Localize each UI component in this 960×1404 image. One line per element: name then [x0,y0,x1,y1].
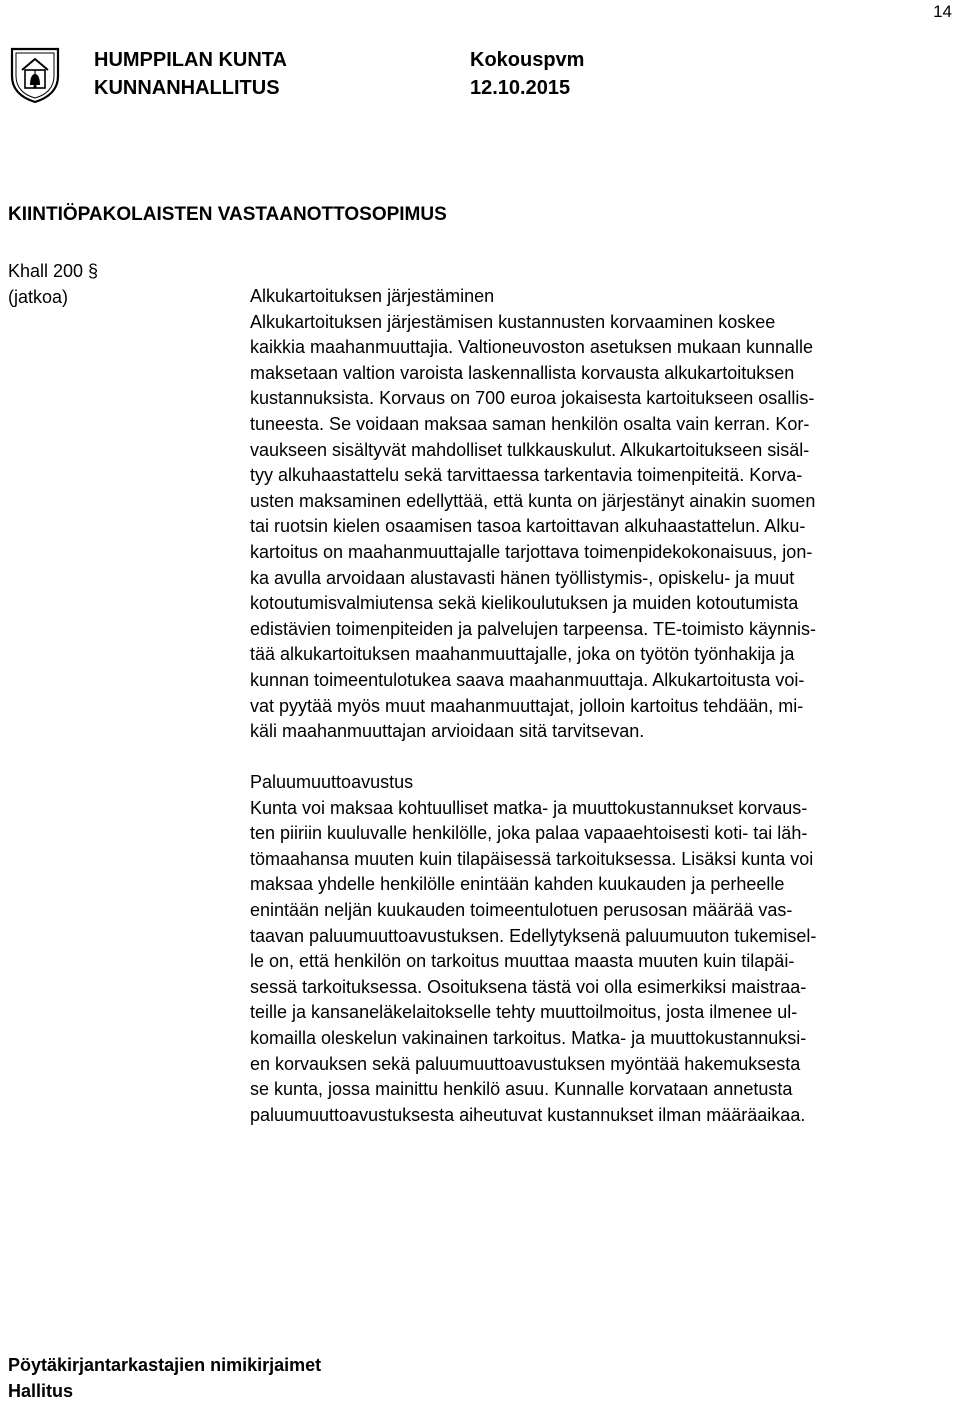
case-continuation: (jatkoa) [8,287,69,307]
subheading-paluumuuttoavustus: Paluumuuttoavustus [250,772,414,792]
paragraph-line: tuneesta. Se voidaan maksaa saman henkilön osalta vain kerran. Kor- [250,413,810,434]
paragraph-line: le on, että henkilön on tarkoitus muuttaa maasta muuten kuin tilapäi- [250,951,795,972]
paragraph-line: kartoitus on maahanmuuttajalle tarjottava toimenpidekokonaisuus, jon- [250,541,813,562]
section-title: KIINTIÖPAKOLAISTEN VASTAANOTTOSOPIMUS [8,204,447,225]
paragraph-line: ten piiriin kuuluvalle henkilölle, joka palaa vapaaehtoisesti koti- tai läh- [250,823,808,844]
paragraph-line: maksetaan valtion varoista laskennallista korvausta alkukartoituksen [250,362,795,383]
paragraph-line: käli maahanmuuttajan arvioidaan sitä tarvitsevan. [250,721,645,742]
paragraph-line: kaikkia maahanmuuttajia. Valtioneuvoston asetuksen mukaan kunnalle [250,337,814,358]
paluumuuttoavustus-section [250,770,956,1128]
paragraph-line: Kunta voi maksaa kohtuulliset matka- ja muuttokustannukset korvaus- [250,797,808,818]
paragraph-line: teille ja kansaneläkelaitokselle tehty muuttoilmoitus, josta ilmenee ul- [250,1002,798,1023]
paragraph-line: taavan paluumuuttoavustuksen. Edellytyksenä paluumuuton tukemisel- [250,925,817,946]
paragraph-line: ka avulla arvoidaan alustavasti hänen työllistymis-, opiskelu- ja muut [250,567,795,588]
board-name: KUNNANHALLITUS [94,77,280,99]
case-number: Khall 200 § [8,261,99,281]
footer-board-label: Hallitus [8,1381,74,1401]
paragraph-line: tyy alkuhaastattelu sekä tarvittaessa tarkentavia toimenpiteitä. Korva- [250,465,803,486]
organization-name: HUMPPILAN KUNTA [94,49,287,71]
paragraph-line: vat pyytää myös muut maahanmuuttajat, jolloin kartoitus tehdään, mi- [250,695,804,716]
paragraph-line: tää alkukartoituksen maahanmuuttajalle, joka on työtön työnhakija ja [250,644,795,665]
paragraph-line: Alkukartoituksen järjestämisen kustannusten korvaaminen koskee [250,311,776,332]
paragraph-line: kunnan toimeentulotukea saava maahanmuuttaja. Alkukartoitusta voi- [250,669,805,690]
paragraph-line: se kunta, jossa mainittu henkilö asuu. Kunnalle korvataan annetusta [250,1079,793,1100]
footer-signature-label: Pöytäkirjantarkastajien nimikirjaimet [8,1355,322,1375]
paragraph-line: maksaa yhdelle henkilölle enintään kahden kuukauden ja perheelle [250,874,785,895]
page-number: 14 [933,2,952,21]
meeting-date-label: Kokouspvm [470,49,585,71]
paragraph-line: usten maksaminen edellyttää, että kunta on järjestänyt ainakin suomen [250,490,816,511]
paragraph-line: sessä tarkoituksessa. Osoituksena tästä voi olla esimerkiksi maistraa- [250,976,807,997]
paragraph-line: edistävien toimenpiteiden ja palvelujen tarpeensa. TE-toimisto käynnis- [250,618,816,639]
alkukartoitus-section [250,284,956,745]
paragraph-line: tömaahansa muuten kuin tilapäisessä tarkoituksessa. Lisäksi kunta voi [250,848,814,869]
paragraph-line: kustannuksista. Korvaus on 700 euroa jokaisesta kartoitukseen osallis- [250,388,815,409]
paragraph-line: komailla oleskelun vakinainen tarkoitus. Matka- ja muuttokustannuksi- [250,1027,807,1048]
subheading-alkukartoitus: Alkukartoituksen järjestäminen [250,286,495,306]
paragraph-line: vaukseen sisältyvät mahdolliset tulkkauskulut. Alkukartoitukseen sisäl- [250,439,810,460]
paragraph-line: tai ruotsin kielen osaamisen tasoa kartoittavan alkuhaastattelun. Alku- [250,516,806,537]
paragraph-line: enintään neljän kuukauden toimeentulotuen perusosan määrää vas- [250,899,793,920]
meeting-date: 12.10.2015 [470,77,571,99]
paragraph-line: kotoutumisvalmiutensa sekä kielikoulutuksen ja muiden kotoutumista [250,593,799,614]
paragraph-line: paluumuuttoavustuksesta aiheutuvat kustannukset ilman määräaikaa. [250,1104,806,1125]
paragraph-line: en korvauksen sekä paluumuuttoavustuksen myöntää hakemuksesta [250,1053,801,1074]
municipal-coat-of-arms-icon [8,46,62,104]
